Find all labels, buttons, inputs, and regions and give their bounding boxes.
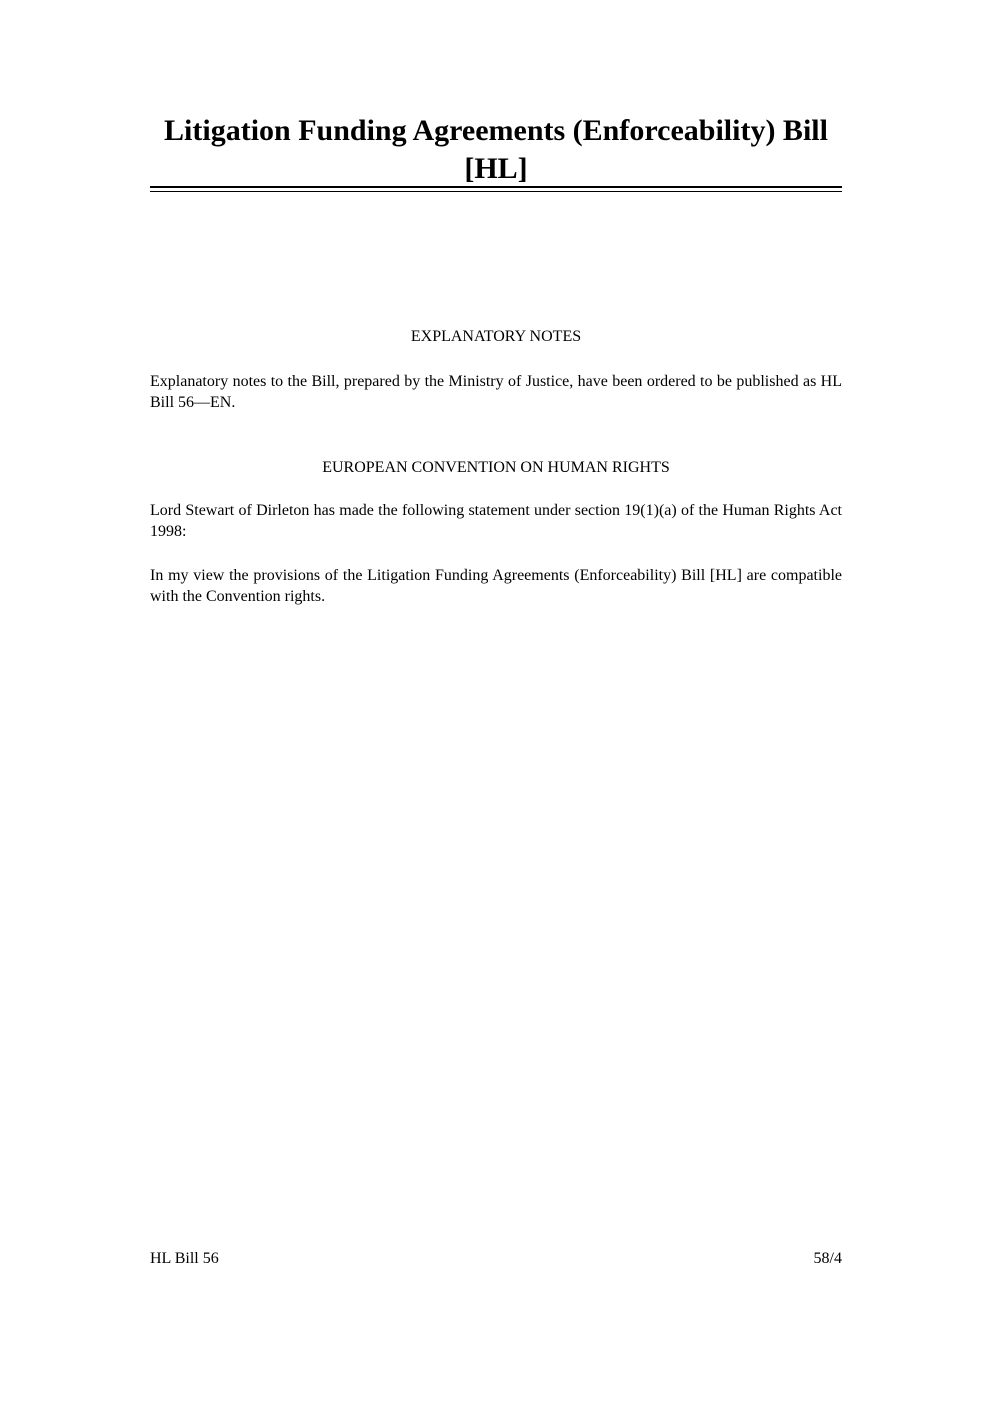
title-divider-thin [150,191,842,192]
explanatory-notes-heading: EXPLANATORY NOTES [410,328,582,345]
page-title: Litigation Funding Agreements (Enforceability) Bill [HL] [164,114,828,185]
echr-heading: EUROPEAN CONVENTION ON HUMAN RIGHTS [322,459,670,476]
explanatory-notes-paragraph: Explanatory notes to the Bill, prepared by the Ministry of Justice, have been ordered to be published as HL Bill 56—EN. [150,373,842,411]
compatibility-paragraph: In my view the provisions of the Litigation Funding Agreements (Enforceability) Bill [HL] are compatible with the Convention rights. [150,567,842,605]
echr-statement-paragraph: Lord Stewart of Dirleton has made the following statement under section 19(1)(a) of the Human Rights Act 1998: [150,502,842,540]
footer-reference: 58/4 [813,1250,842,1267]
title-divider-thick [150,186,842,188]
footer-bill-number: HL Bill 56 [150,1250,219,1267]
page-footer [150,1248,842,1269]
